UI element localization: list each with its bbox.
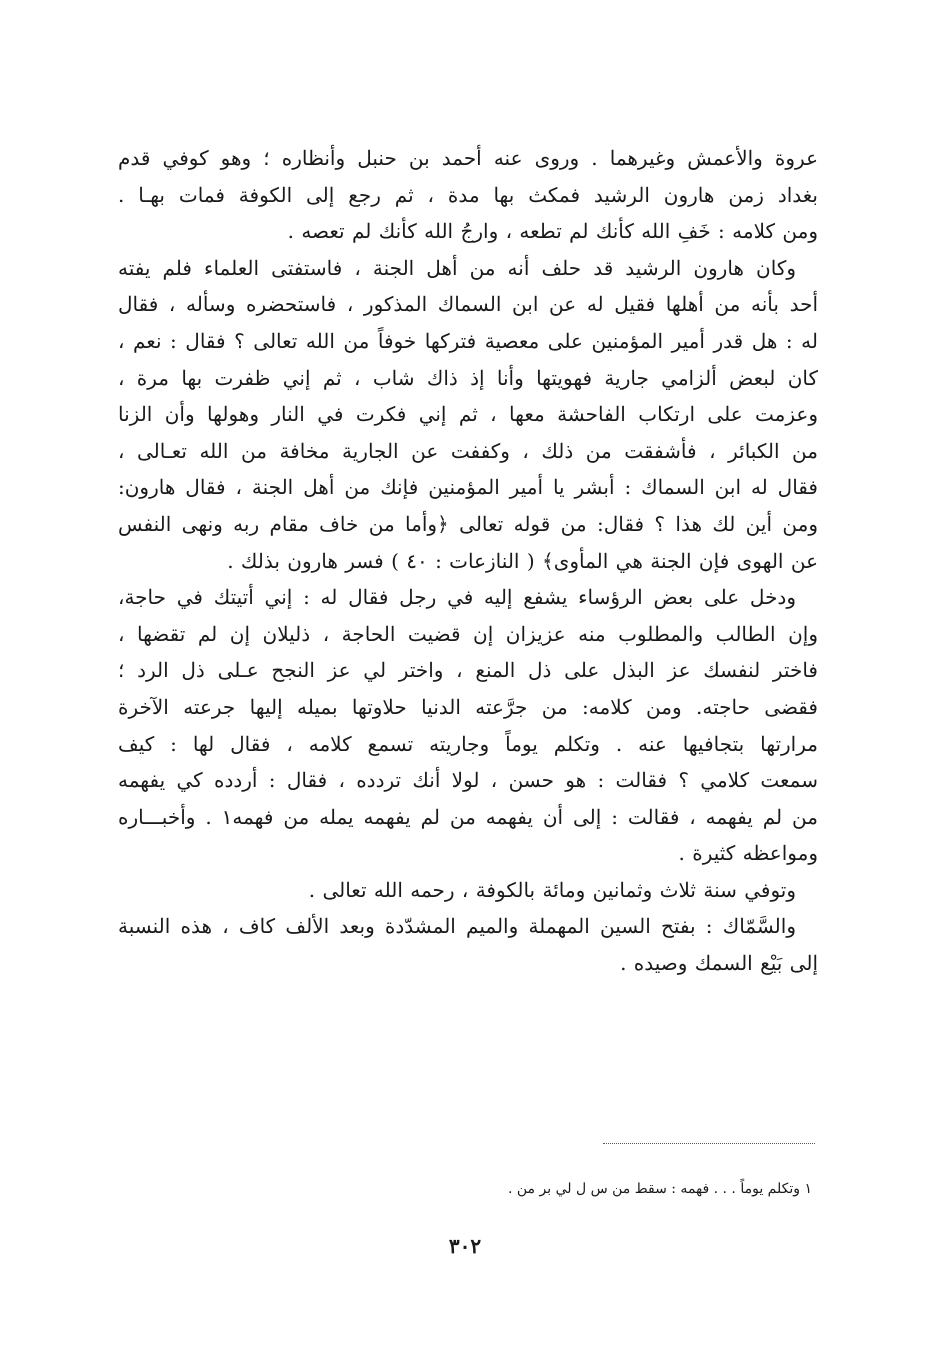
text-line: سمعت كلامي ؟ فقالت : هو حسن ، لولا أنك تردده ، فقال : أردده كي يفهمه bbox=[118, 768, 818, 793]
text-line: ومواعظه كثيرة . bbox=[678, 841, 818, 866]
text-line: وعزمت على ارتكاب الفاحشة معها ، ثم إني فكرت في النار وهولها وأن الزنا bbox=[118, 402, 818, 427]
text-line: وإن الطالب والمطلوب منه عزيزان إن قضيت الحاجة ، ذليلان إن لم تقضها ، bbox=[118, 621, 818, 646]
text-line: وتوفي سنة ثلاث وثمانين ومائة بالكوفة ، رحمه الله تعالى . bbox=[308, 877, 796, 902]
text-line: فقال له ابن السماك : أبشر يا أمير المؤمنين فإنك من أهل الجنة ، فقال هارون: bbox=[118, 475, 818, 500]
footnote: ١ وتكلم يوماً . . . فهمه : سقط من س ل لي بر من . bbox=[507, 1181, 812, 1197]
text-line: ودخل على بعض الرؤساء يشفع إليه في رجل فقال له : إني أتيتك في حاجة، bbox=[118, 585, 796, 610]
text-line: إلى بَيْع السمك وصيده . bbox=[620, 951, 818, 976]
text-line: من الكبائر ، فأشفقت من ذلك ، وكففت عن الجارية مخافة من الله تعـالى ، bbox=[118, 438, 818, 463]
text-line: وكان هارون الرشيد قد حلف أنه من أهل الجنة ، فاستفتى العلماء فلم يفته bbox=[118, 255, 796, 280]
page-number: ٣٠٢ bbox=[448, 1234, 482, 1258]
text-line: عروة والأعمش وغيرهما . وروى عنه أحمد بن حنبل وأنظاره ؛ وهو كوفي قدم bbox=[118, 146, 818, 170]
text-line: فقضى حاجته. ومن كلامه: من جرَّعته الدنيا حلاوتها بميله إليها جرعته الآخرة bbox=[118, 694, 818, 719]
text-line: له : هل قدر أمير المؤمنين على معصية فتركها خوفاً من الله تعالى ؟ فقال : نعم ، bbox=[118, 328, 818, 353]
text-line: ومن أين لك هذا ؟ فقال: من قوله تعالى ﴿وأما من خاف مقام ربه ونهى النفس bbox=[118, 511, 818, 536]
text-line: ومن كلامه : خَفِ الله كأنك لم تطعه ، وارجُ الله كأنك لم تعصه . bbox=[287, 219, 818, 244]
text-line: والسَّمّاك : بفتح السين المهملة والميم المشدّدة وبعد الألف كاف ، هذه النسبة bbox=[118, 914, 796, 939]
text-line: فاختر لنفسك عز البذل على ذل المنع ، واختر لي عز النجح عـلى ذل الرد ؛ bbox=[118, 658, 818, 683]
text-line: كان لبعض ألزامي جارية فهويتها وأنا إذ ذاك شاب ، ثم إني ظفرت بها مرة ، bbox=[118, 365, 818, 390]
text-line: أحد بأنه من أهلها فقيل له عن ابن السماك المذكور ، فاستحضره وسأله ، فقال bbox=[118, 292, 818, 317]
text-line: من لم يفهمه ، فقالت : إلى أن يفهمه من لم يفهمه يمله من فهمه١ . وأخبـــاره bbox=[118, 804, 818, 829]
text-line: عن الهوى فإن الجنة هي المأوى﴾ ( النازعات : ٤٠ ) فسر هارون بذلك . bbox=[227, 548, 818, 573]
main-text bbox=[118, 140, 818, 982]
text-line: مرارتها بتجافيها عنه . وتكلم يوماً وجاريته تسمع كلامه ، فقال لها : كيف bbox=[118, 731, 818, 756]
text-line: بغداد زمن هارون الرشيد فمكث بها مدة ، ثم رجع إلى الكوفة فمات بهـا . bbox=[118, 182, 818, 207]
footnote-divider bbox=[603, 1143, 815, 1144]
